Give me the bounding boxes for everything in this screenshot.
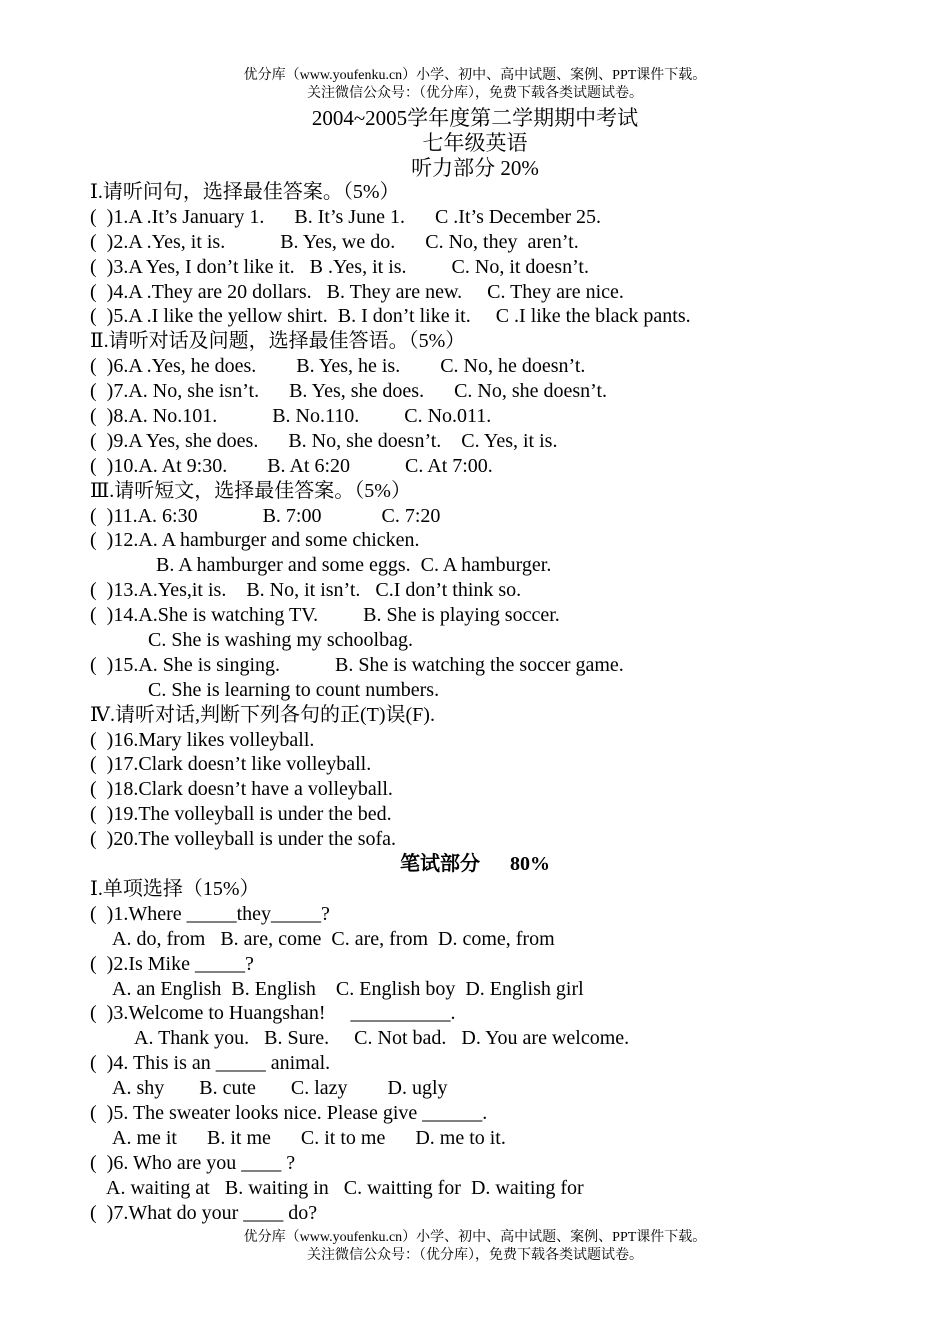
footer-line-2: 关注微信公众号：（优分库），免费下载各类试题试卷。: [307, 1248, 643, 1263]
exam-title-block: [0, 106, 950, 181]
question-line: ( )1.Where _____they_____?: [90, 902, 330, 925]
question-line: ( )12.A. A hamburger and some chicken.: [90, 529, 420, 552]
question-line: ( )1.A .It’s January 1. B. It’s June 1. C .It’s December 25.: [90, 205, 602, 228]
question-line: ( )3.Welcome to Huangshan! __________.: [90, 1002, 456, 1025]
question-line: ( )4.A .They are 20 dollars. B. They are new. C. They are nice.: [90, 280, 624, 303]
page-header: [0, 67, 950, 103]
section-heading: Ⅱ.请听对话及问题，选择最佳答语。（5%）: [90, 330, 466, 353]
question-line: ( )19.The volleyball is under the bed.: [90, 803, 392, 826]
question-line: ( )15.A. She is singing. B. She is watching the soccer game.: [90, 653, 624, 676]
section-heading: Ⅰ.请听问句，选择最佳答案。（5%）: [90, 181, 400, 203]
section-heading: Ⅰ.单项选择（15%）: [90, 877, 260, 900]
footer-line-1: 优分库（www.youfenku.cn）小学、初中、高中试题、案例、PPT课件下载。: [243, 1230, 707, 1245]
written-section-title: 笔试部分 80%: [400, 853, 550, 876]
question-line: ( )6.A .Yes, he does. B. Yes, he is. C. No, he doesn’t.: [90, 355, 586, 378]
question-line: ( )20.The volleyball is under the sofa.: [90, 828, 397, 851]
question-line: ( )2.Is Mike _____?: [90, 952, 254, 975]
question-line: ( )16.Mary likes volleyball.: [90, 728, 315, 751]
question-line: ( )5.A .I like the yellow shirt. B. I don’t like it. C .I like the black pants.: [90, 305, 691, 328]
question-line: ( )9.A Yes, she does. B. No, she doesn’t. C. Yes, it is.: [90, 429, 558, 452]
option-line: A. waiting at B. waiting in C. waitting for D. waiting for: [106, 1176, 584, 1199]
exam-content: [90, 180, 910, 1225]
question-line: ( )5. The sweater looks nice. Please give ______.: [90, 1101, 488, 1124]
question-line: ( )13.A.Yes,it is. B. No, it isn’t. C.I don’t think so.: [90, 579, 522, 602]
question-line: ( )7.What do your ____ do?: [90, 1201, 318, 1224]
question-line: ( )4. This is an _____ animal.: [90, 1052, 331, 1075]
section-heading: Ⅳ.请听对话,判断下列各句的正(T)误(F).: [90, 703, 435, 726]
question-line: ( )18.Clark doesn’t have a volleyball.: [90, 778, 393, 801]
header-line-1: 优分库（www.youfenku.cn）小学、初中、高中试题、案例、PPT课件下载。: [243, 68, 707, 83]
option-line: A. an English B. English C. English boy D. English girl: [112, 977, 584, 1000]
question-line: ( )7.A. No, she isn’t. B. Yes, she does. C. No, she doesn’t.: [90, 380, 608, 403]
option-line: A. do, from B. are, come C. are, from D. come, from: [112, 927, 555, 950]
header-line-2: 关注微信公众号：（优分库），免费下载各类试题试卷。: [307, 86, 643, 101]
option-line: A. me it B. it me C. it to me D. me to it.: [112, 1126, 506, 1149]
question-line: ( )17.Clark doesn’t like volleyball.: [90, 753, 372, 776]
question-line: ( )2.A .Yes, it is. B. Yes, we do. C. No, they aren’t.: [90, 230, 579, 253]
page-footer: [0, 1229, 950, 1265]
option-line: A. Thank you. B. Sure. C. Not bad. D. You are welcome.: [134, 1027, 630, 1050]
question-line: ( )10.A. At 9:30. B. At 6:20 C. At 7:00.: [90, 454, 493, 477]
option-line: C. She is learning to count numbers.: [148, 678, 440, 701]
section-heading: Ⅲ.请听短文，选择最佳答案。（5%）: [90, 479, 411, 502]
question-line: ( )3.A Yes, I don’t like it. B .Yes, it is. C. No, it doesn’t.: [90, 255, 589, 278]
question-line: ( )14.A.She is watching TV. B. She is playing soccer.: [90, 604, 560, 627]
listening-section-title: 听力部分 20%: [411, 156, 539, 180]
option-line: B. A hamburger and some eggs. C. A hamburger.: [156, 554, 552, 577]
exam-title: 2004~2005学年度第二学期期中考试: [311, 106, 639, 130]
question-line: ( )8.A. No.101. B. No.110. C. No.011.: [90, 405, 492, 428]
question-line: ( )6. Who are you ____ ?: [90, 1151, 296, 1174]
subject-title: 七年级英语: [422, 131, 528, 155]
option-line: A. shy B. cute C. lazy D. ugly: [112, 1077, 448, 1100]
question-line: ( )11.A. 6:30 B. 7:00 C. 7:20: [90, 504, 441, 527]
option-line: C. She is washing my schoolbag.: [148, 629, 413, 652]
